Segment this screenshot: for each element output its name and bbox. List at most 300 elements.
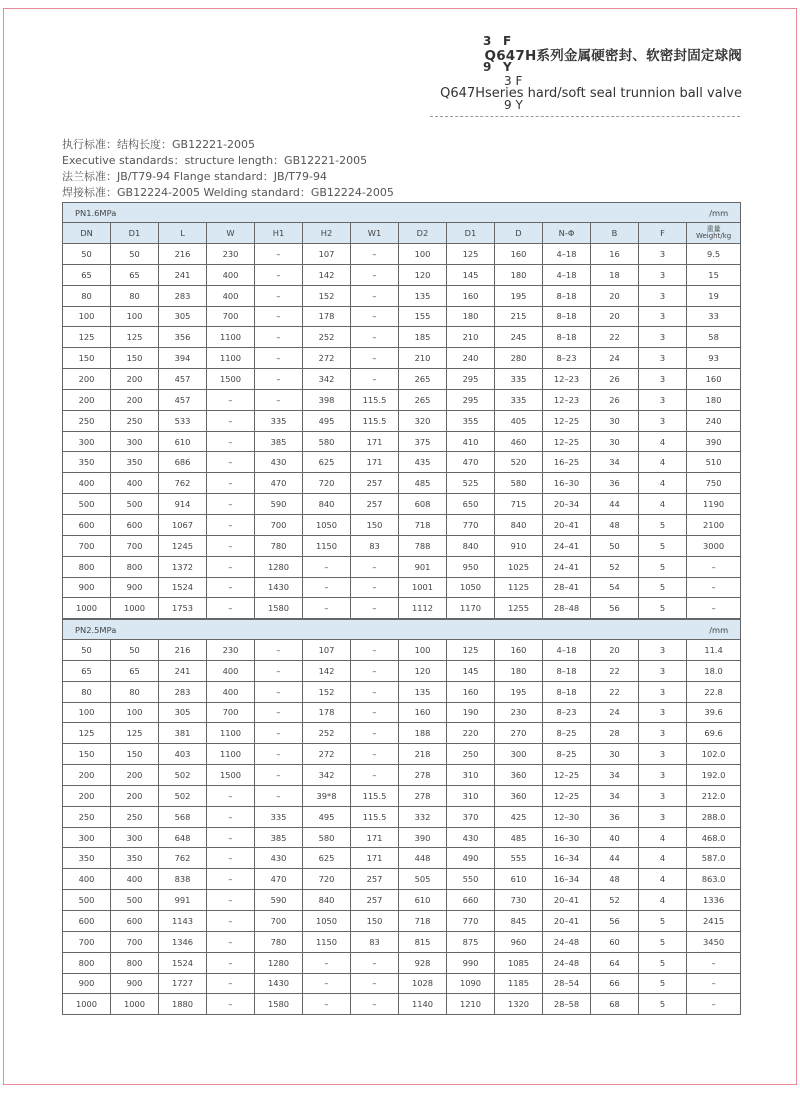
table-cell: 34 xyxy=(591,785,639,806)
table-cell: 3 xyxy=(639,244,687,265)
table-cell: 900 xyxy=(63,973,111,994)
table-cell: 1880 xyxy=(159,994,207,1015)
column-header: H2 xyxy=(303,223,351,244)
table-cell: 400 xyxy=(111,869,159,890)
title-en-sub-bottom xyxy=(504,98,523,112)
column-header: N-Φ xyxy=(543,223,591,244)
table-cell: 430 xyxy=(255,848,303,869)
table-cell: 200 xyxy=(63,369,111,390)
table-cell: 910 xyxy=(495,535,543,556)
table-cell: 8–18 xyxy=(543,306,591,327)
table-cell: 660 xyxy=(447,890,495,911)
table-row xyxy=(63,389,741,410)
table-cell: 845 xyxy=(495,910,543,931)
table-row xyxy=(63,556,741,577)
table-cell: 12–30 xyxy=(543,806,591,827)
pressure-rating: PN1.6MPa xyxy=(75,207,117,218)
table-cell: 838 xyxy=(159,869,207,890)
table-cell: 500 xyxy=(111,890,159,911)
title-block xyxy=(442,30,742,120)
table-cell: 50 xyxy=(111,640,159,661)
table-cell: 700 xyxy=(63,535,111,556)
table-cell: 192.0 xyxy=(687,765,741,786)
table-cell: 115.5 xyxy=(351,410,399,431)
table-row xyxy=(63,348,741,369)
table-cell: 125 xyxy=(63,327,111,348)
table-cell: – xyxy=(207,869,255,890)
table-cell: – xyxy=(207,931,255,952)
table-cell: 295 xyxy=(447,389,495,410)
table-cell: 468.0 xyxy=(687,827,741,848)
table-cell: 178 xyxy=(303,702,351,723)
table-row xyxy=(63,848,741,869)
table-cell: 568 xyxy=(159,806,207,827)
table-cell: 1125 xyxy=(495,577,543,598)
table-cell: 24 xyxy=(591,348,639,369)
pressure-label xyxy=(63,620,741,640)
table-cell: 24 xyxy=(591,702,639,723)
table-cell: 230 xyxy=(207,244,255,265)
table-cell: 335 xyxy=(255,806,303,827)
table-cell: 394 xyxy=(159,348,207,369)
table-cell: 1090 xyxy=(447,973,495,994)
table-cell: 3 xyxy=(639,640,687,661)
table-row xyxy=(63,994,741,1015)
weight-header-cn: 重量 xyxy=(706,225,721,233)
table-cell: – xyxy=(255,702,303,723)
table-cell: 800 xyxy=(63,556,111,577)
table-cell: 700 xyxy=(207,306,255,327)
table-row xyxy=(63,890,741,911)
table-cell: 650 xyxy=(447,494,495,515)
table-cell: 150 xyxy=(111,744,159,765)
table-cell: 240 xyxy=(447,348,495,369)
column-header: D xyxy=(495,223,543,244)
table-cell: 700 xyxy=(255,910,303,931)
table-cell: 11.4 xyxy=(687,640,741,661)
table-cell: – xyxy=(303,598,351,619)
table-cell: 8–18 xyxy=(543,660,591,681)
standard-line: 焊接标准：GB12224-2005 Welding standard：GB12224-2005 xyxy=(62,186,394,199)
table-cell: 171 xyxy=(351,431,399,452)
table-cell: 22 xyxy=(591,681,639,702)
table-cell: 3 xyxy=(639,723,687,744)
table-cell: 360 xyxy=(495,785,543,806)
table-cell: 24–48 xyxy=(543,931,591,952)
table-cell: 265 xyxy=(399,389,447,410)
table-cell: 150 xyxy=(63,348,111,369)
table-row xyxy=(63,473,741,494)
table-cell: – xyxy=(351,306,399,327)
table-cell: 18.0 xyxy=(687,660,741,681)
table-cell: 283 xyxy=(159,285,207,306)
table-cell: – xyxy=(207,389,255,410)
table-cell: 3 xyxy=(639,285,687,306)
table-cell: 400 xyxy=(207,285,255,306)
table-cell: 171 xyxy=(351,848,399,869)
table-cell: 390 xyxy=(399,827,447,848)
table-cell: 190 xyxy=(447,702,495,723)
table-cell: 28 xyxy=(591,723,639,744)
table-cell: 120 xyxy=(399,660,447,681)
table-cell: 385 xyxy=(255,431,303,452)
table-cell: 160 xyxy=(447,285,495,306)
table-cell: 142 xyxy=(303,660,351,681)
table-cell: 5 xyxy=(639,931,687,952)
table-cell: 502 xyxy=(159,765,207,786)
table-cell: 648 xyxy=(159,827,207,848)
table-cell: – xyxy=(207,535,255,556)
table-cell: 1336 xyxy=(687,890,741,911)
table-cell: 1100 xyxy=(207,327,255,348)
table-cell: 80 xyxy=(111,285,159,306)
page-border-top xyxy=(3,8,797,9)
table-cell: 34 xyxy=(591,452,639,473)
table-cell: 485 xyxy=(495,827,543,848)
table-cell: 30 xyxy=(591,431,639,452)
table-cell: 1580 xyxy=(255,994,303,1015)
table-cell: 257 xyxy=(351,869,399,890)
pressure-row xyxy=(63,620,741,640)
table-cell: 180 xyxy=(687,389,741,410)
table-cell: 381 xyxy=(159,723,207,744)
table-cell: 212.0 xyxy=(687,785,741,806)
table-cell: 160 xyxy=(495,640,543,661)
table-cell: 3 xyxy=(639,744,687,765)
table-cell: 750 xyxy=(687,473,741,494)
column-header: DN xyxy=(63,223,111,244)
table-cell: – xyxy=(351,264,399,285)
table-cell: 900 xyxy=(111,577,159,598)
table-cell: 115.5 xyxy=(351,785,399,806)
table-cell: 1100 xyxy=(207,744,255,765)
table-cell: 107 xyxy=(303,640,351,661)
page-border-right xyxy=(796,8,797,1085)
table-cell: 8–18 xyxy=(543,327,591,348)
table-cell: 700 xyxy=(63,931,111,952)
title-bottom-digit: 9 xyxy=(483,60,492,74)
table-cell: 283 xyxy=(159,681,207,702)
table-cell: 50 xyxy=(63,640,111,661)
table-cell: 160 xyxy=(495,244,543,265)
title-en-sub-bottom-digit: 9 xyxy=(504,98,512,112)
table-cell: 8–18 xyxy=(543,285,591,306)
table-cell: 125 xyxy=(447,640,495,661)
table-cell: – xyxy=(351,327,399,348)
table-cell: 1210 xyxy=(447,994,495,1015)
table-cell: 400 xyxy=(207,681,255,702)
table-cell: – xyxy=(207,598,255,619)
table-cell: 19 xyxy=(687,285,741,306)
table-cell: 9.5 xyxy=(687,244,741,265)
table-cell: 180 xyxy=(495,264,543,285)
table-cell: 901 xyxy=(399,556,447,577)
table-cell: 1255 xyxy=(495,598,543,619)
table-cell: – xyxy=(207,577,255,598)
table-cell: – xyxy=(255,264,303,285)
table-cell: 1000 xyxy=(111,994,159,1015)
table-cell: 24–41 xyxy=(543,535,591,556)
table-cell: 80 xyxy=(111,681,159,702)
table-cell: 350 xyxy=(111,452,159,473)
table-cell: 241 xyxy=(159,264,207,285)
table-cell: 16 xyxy=(591,244,639,265)
title-en-sub-top-letter: F xyxy=(515,74,523,88)
table-cell: 625 xyxy=(303,848,351,869)
table-cell: – xyxy=(303,994,351,1015)
table-cell: 115.5 xyxy=(351,389,399,410)
table-cell: 1100 xyxy=(207,348,255,369)
table-cell: 720 xyxy=(303,473,351,494)
table-cell: 1050 xyxy=(303,910,351,931)
table-cell: 12–25 xyxy=(543,410,591,431)
table-cell: 335 xyxy=(495,389,543,410)
table-cell: 1025 xyxy=(495,556,543,577)
table-cell: 295 xyxy=(447,369,495,390)
table-cell: 152 xyxy=(303,681,351,702)
table-cell: 107 xyxy=(303,244,351,265)
table-cell: 300 xyxy=(495,744,543,765)
table-cell: – xyxy=(255,681,303,702)
table-cell: 700 xyxy=(111,931,159,952)
table-cell: 135 xyxy=(399,681,447,702)
table-cell: 125 xyxy=(447,244,495,265)
table-cell: 305 xyxy=(159,306,207,327)
table-cell: – xyxy=(351,577,399,598)
table-cell: 44 xyxy=(591,494,639,515)
table-cell: 28–48 xyxy=(543,598,591,619)
table-cell: 200 xyxy=(111,389,159,410)
table-cell: 83 xyxy=(351,931,399,952)
table-cell: 215 xyxy=(495,306,543,327)
table-cell: 5 xyxy=(639,598,687,619)
table-cell: 448 xyxy=(399,848,447,869)
table-cell: 580 xyxy=(495,473,543,494)
table-cell: 8–25 xyxy=(543,723,591,744)
table-cell: – xyxy=(207,952,255,973)
page-title-cn xyxy=(485,44,742,64)
table-cell: 1280 xyxy=(255,952,303,973)
table-cell: 360 xyxy=(495,765,543,786)
page-border-left xyxy=(3,8,4,1085)
table-cell: 241 xyxy=(159,660,207,681)
table-row xyxy=(63,952,741,973)
table-cell: – xyxy=(687,556,741,577)
table-cell: 4 xyxy=(639,473,687,494)
table-row xyxy=(63,244,741,265)
table-cell: 102.0 xyxy=(687,744,741,765)
table-row xyxy=(63,369,741,390)
unit-label: /mm xyxy=(709,207,729,218)
table-cell: 485 xyxy=(399,473,447,494)
table-cell: 4 xyxy=(639,890,687,911)
table-row xyxy=(63,327,741,348)
table-row xyxy=(63,806,741,827)
table-cell: – xyxy=(255,348,303,369)
table-cell: 1245 xyxy=(159,535,207,556)
table-cell: 12–25 xyxy=(543,785,591,806)
table-cell: 56 xyxy=(591,910,639,931)
table-cell: 700 xyxy=(111,535,159,556)
standard-line: 法兰标准：JB/T79-94 Flange standard：JB/T79-94 xyxy=(62,170,327,183)
table-cell: 1430 xyxy=(255,577,303,598)
table-row xyxy=(63,514,741,535)
table-cell: 1500 xyxy=(207,369,255,390)
table-cell: 770 xyxy=(447,910,495,931)
table-cell: 686 xyxy=(159,452,207,473)
table-cell: 900 xyxy=(111,973,159,994)
table-cell: 188 xyxy=(399,723,447,744)
table-cell: 65 xyxy=(111,264,159,285)
table-cell: – xyxy=(255,306,303,327)
table-cell: – xyxy=(207,848,255,869)
pressure-row xyxy=(63,203,741,223)
table-cell: 20 xyxy=(591,306,639,327)
table-row xyxy=(63,931,741,952)
table-cell: 100 xyxy=(399,640,447,661)
table-cell: – xyxy=(207,890,255,911)
table-cell: 715 xyxy=(495,494,543,515)
table-row xyxy=(63,827,741,848)
table-cell: 1524 xyxy=(159,952,207,973)
table-cell: 1185 xyxy=(495,973,543,994)
table-cell: 160 xyxy=(399,702,447,723)
table-row xyxy=(63,285,741,306)
table-cell: 502 xyxy=(159,785,207,806)
table-cell: 510 xyxy=(687,452,741,473)
table-cell: 125 xyxy=(111,723,159,744)
table-cell: 1001 xyxy=(399,577,447,598)
table-cell: 815 xyxy=(399,931,447,952)
table-cell: – xyxy=(255,765,303,786)
table-cell: 58 xyxy=(687,327,741,348)
table-cell: 220 xyxy=(447,723,495,744)
table-cell: 4 xyxy=(639,827,687,848)
table-cell: 93 xyxy=(687,348,741,369)
table-cell: 100 xyxy=(63,702,111,723)
table-cell: 590 xyxy=(255,494,303,515)
table-cell: 5 xyxy=(639,514,687,535)
table-cell: 4–18 xyxy=(543,640,591,661)
table-cell: 250 xyxy=(63,410,111,431)
table-cell: 39*8 xyxy=(303,785,351,806)
table-cell: 310 xyxy=(447,765,495,786)
table-cell: 3 xyxy=(639,348,687,369)
table-cell: 12–23 xyxy=(543,389,591,410)
table-cell: 780 xyxy=(255,931,303,952)
table-cell: 171 xyxy=(351,452,399,473)
table-cell: 590 xyxy=(255,890,303,911)
table-cell: 64 xyxy=(591,952,639,973)
spec-table-pn25 xyxy=(62,619,741,1015)
table-cell: 800 xyxy=(111,952,159,973)
page-border-bottom xyxy=(3,1084,797,1085)
table-cell: 600 xyxy=(111,910,159,931)
table-cell: 83 xyxy=(351,535,399,556)
table-row xyxy=(63,410,741,431)
table-cell: 180 xyxy=(495,660,543,681)
table-cell: 3 xyxy=(639,702,687,723)
table-row xyxy=(63,765,741,786)
table-cell: 780 xyxy=(255,535,303,556)
table-cell: 20–41 xyxy=(543,890,591,911)
table-cell: 350 xyxy=(63,848,111,869)
table-cell: 335 xyxy=(255,410,303,431)
table-cell: – xyxy=(207,910,255,931)
table-cell: 4 xyxy=(639,869,687,890)
table-cell: 18 xyxy=(591,264,639,285)
table-cell: 48 xyxy=(591,514,639,535)
table-cell: 150 xyxy=(351,910,399,931)
table-cell: 20 xyxy=(591,285,639,306)
table-cell: 8–18 xyxy=(543,681,591,702)
table-cell: 863.0 xyxy=(687,869,741,890)
table-cell: 100 xyxy=(111,702,159,723)
table-cell: – xyxy=(351,702,399,723)
table-cell: 3450 xyxy=(687,931,741,952)
table-cell: 30 xyxy=(591,744,639,765)
table-cell: 54 xyxy=(591,577,639,598)
table-cell: 1050 xyxy=(303,514,351,535)
table-cell: 355 xyxy=(447,410,495,431)
table-cell: 342 xyxy=(303,765,351,786)
column-header: D1 xyxy=(111,223,159,244)
table-cell: 278 xyxy=(399,765,447,786)
table-cell: – xyxy=(351,348,399,369)
table-cell: 1100 xyxy=(207,723,255,744)
table-cell: 403 xyxy=(159,744,207,765)
table-cell: 135 xyxy=(399,285,447,306)
table-cell: 600 xyxy=(63,514,111,535)
table-header-row xyxy=(63,223,741,244)
column-header: B xyxy=(591,223,639,244)
table-cell: 200 xyxy=(111,785,159,806)
table-cell: 5 xyxy=(639,910,687,931)
column-header: D1 xyxy=(447,223,495,244)
table-cell: 150 xyxy=(351,514,399,535)
table-cell: 700 xyxy=(207,702,255,723)
table-cell: – xyxy=(351,598,399,619)
table-cell: 495 xyxy=(303,410,351,431)
table-cell: – xyxy=(207,994,255,1015)
table-cell: – xyxy=(255,744,303,765)
table-cell: 950 xyxy=(447,556,495,577)
table-cell: 470 xyxy=(255,869,303,890)
table-cell: 400 xyxy=(63,869,111,890)
table-cell: – xyxy=(687,952,741,973)
table-cell: – xyxy=(255,327,303,348)
table-cell: 500 xyxy=(63,890,111,911)
table-cell: 44 xyxy=(591,848,639,869)
table-cell: 1028 xyxy=(399,973,447,994)
table-cell: 1524 xyxy=(159,577,207,598)
table-cell: – xyxy=(351,994,399,1015)
table-cell: 12–25 xyxy=(543,765,591,786)
table-cell: 4 xyxy=(639,848,687,869)
table-cell: 69.6 xyxy=(687,723,741,744)
table-cell: 250 xyxy=(63,806,111,827)
table-cell: 272 xyxy=(303,348,351,369)
table-cell: – xyxy=(303,952,351,973)
table-cell: 270 xyxy=(495,723,543,744)
table-cell: 840 xyxy=(495,514,543,535)
table-cell: 100 xyxy=(111,306,159,327)
table-cell: 390 xyxy=(687,431,741,452)
table-cell: 375 xyxy=(399,431,447,452)
table-cell: 210 xyxy=(399,348,447,369)
table-cell: 16–34 xyxy=(543,848,591,869)
table-cell: 56 xyxy=(591,598,639,619)
